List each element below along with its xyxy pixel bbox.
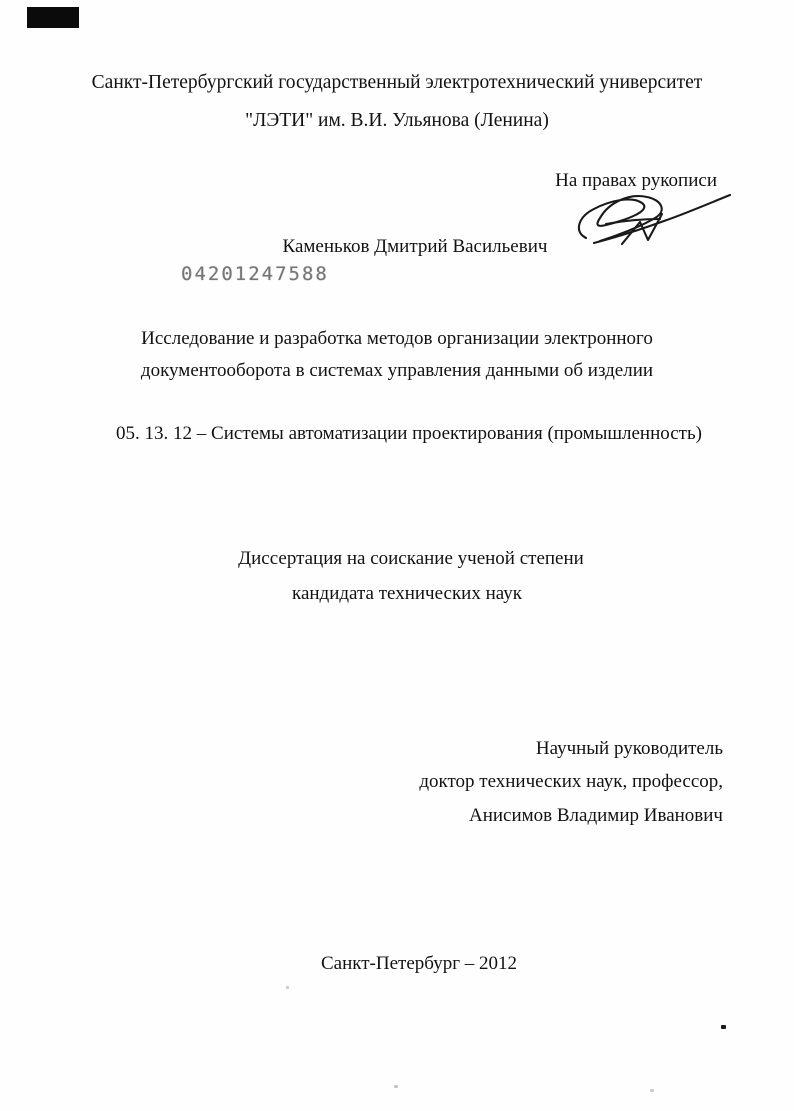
supervisor-heading: Научный руководитель <box>535 738 723 759</box>
dissertation-title-line1: Исследование и разработка методов организации электронного <box>141 328 653 349</box>
city-year-line: Санкт-Петербург – 2012 <box>320 953 517 974</box>
scan-speck <box>286 986 289 989</box>
author-name: Каменьков Дмитрий Васильевич <box>282 236 548 257</box>
university-name-line1: Санкт-Петербургский государственный электротехнический университет <box>91 72 703 93</box>
dissertation-title-line2: документооборота в системах управления данными об изделии <box>140 360 654 381</box>
supervisor-name: Анисимов Владимир Иванович <box>468 805 723 826</box>
university-name-line2: "ЛЭТИ" им. В.И. Ульянова (Ленина) <box>245 110 549 131</box>
degree-statement-line1: Диссертация на соискание ученой степени <box>238 548 584 569</box>
supervisor-degrees: доктор технических наук, профессор, <box>419 771 723 792</box>
specialty-code-line: 05. 13. 12 – Системы автоматизации проектирования (промышленность) <box>116 423 702 444</box>
scan-speck <box>394 1085 398 1088</box>
manuscript-rights-note: На правах рукописи <box>555 170 717 191</box>
scan-speck <box>721 1025 726 1029</box>
scan-speck <box>650 1089 654 1092</box>
scan-artifact-rect <box>27 7 79 28</box>
degree-statement-line2: кандидата технических наук <box>292 583 522 604</box>
registration-number-stamp: 04201247588 <box>181 263 329 285</box>
